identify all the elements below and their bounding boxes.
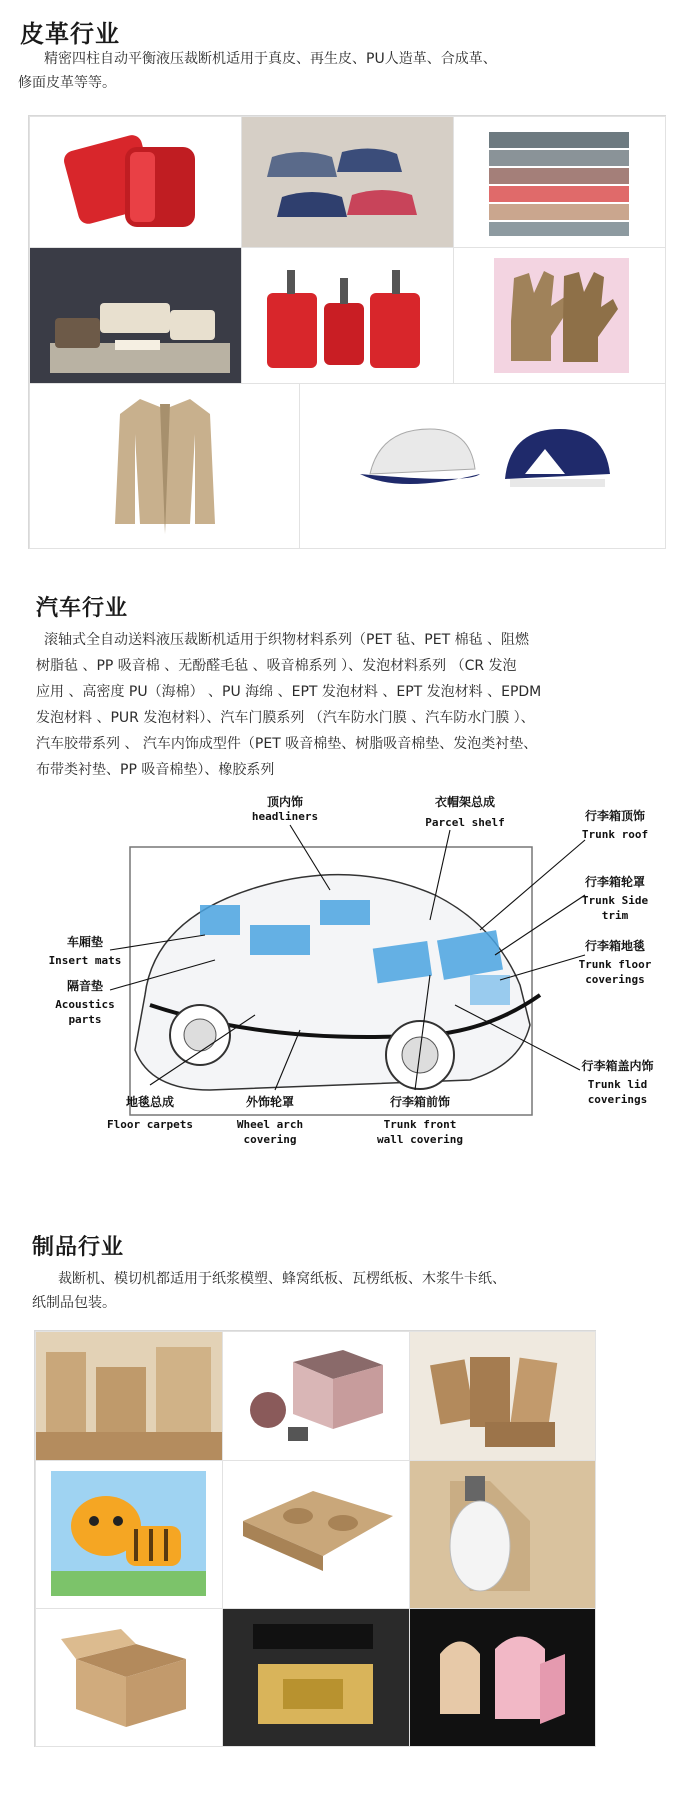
trunk-lid-label-en-line1: Trunk lid (587, 1078, 648, 1091)
trunk-front-label-en-line1: Trunk front (383, 1118, 457, 1131)
wheel-arch-label-en (210, 1117, 330, 1147)
trunk-lid-label-en-line2: coverings (587, 1093, 648, 1106)
trunk-floor-label-en (555, 957, 675, 987)
trunk-floor-label-zh: 行李箱地毯 (584, 939, 645, 953)
auto-description-line: 应用 、高密度 PU（海棉） 、PU 海绵 、EPT 发泡材料 、EPT 发泡材料 、EPDM (36, 684, 542, 700)
trunk-side-label-en-line2: trim (601, 909, 629, 922)
caps-image (299, 383, 666, 549)
section-title-auto: 汽车行业 (36, 596, 129, 621)
auto-description (36, 627, 676, 783)
acoustics-label-en-line1: Acoustics (55, 998, 115, 1011)
floor-carpets-label-zh: 地毯总成 (125, 1095, 174, 1109)
section-title-leather: 皮革行业 (20, 20, 120, 48)
auto-description-line: 树脂毡 、PP 吸音棉 、无酚醛毛毡 、吸音棉系列 ）、发泡材料系列 （CR 发泡 (36, 658, 517, 674)
parcel-shelf-label-zh: 衣帽架总成 (434, 795, 495, 809)
acoustics-label-en (30, 997, 140, 1027)
headliners-label-zh: 顶内饰 (266, 795, 303, 809)
parcel-shelf-label-en: Parcel shelf (425, 816, 505, 829)
auto-description-line: 布带类衬垫、PP 吸音棉垫）、橡胶系列 (36, 762, 275, 778)
wheel-arch-label-zh: 外饰轮罩 (245, 1095, 294, 1109)
products-description-line2: 纸制品包装。 (32, 1295, 116, 1311)
carton-box-image (35, 1608, 223, 1747)
trunk-lid-label-en (560, 1077, 675, 1107)
floor-carpets-label-en: Floor carpets (106, 1118, 194, 1131)
tiger-puzzle-image (35, 1460, 223, 1609)
auto-description-line: 发泡材料 、PUR 发泡材料）、汽车门膜系列 （汽车防水门膜 、汽车防水门膜 ）、 (36, 710, 535, 726)
suitcases-image (241, 247, 454, 384)
trunk-side-label-en (560, 893, 670, 923)
trunk-front-label-en-line2: wall covering (376, 1133, 464, 1146)
trunk-floor-label-en-line1: Trunk floor (578, 958, 652, 971)
headliners-label-en: headliners (251, 810, 319, 823)
trunk-side-label-en-line1: Trunk Side (581, 894, 649, 907)
gloves-image (453, 247, 666, 384)
insert-mats-label-en: Insert mats (48, 954, 122, 967)
insert-mats-label-zh: 车厢垫 (66, 935, 103, 949)
products-image-grid (34, 1330, 596, 1747)
trunk-floor-label-en-line2: coverings (585, 973, 645, 986)
pulp-tray-image (222, 1460, 410, 1609)
trunk-lid-label-zh: 行李箱盖内饰 (581, 1059, 654, 1073)
wheel-arch-label-en-line1: Wheel arch (236, 1118, 304, 1131)
leather-description-line1: 精密四柱自动平衡液压裁断机适用于真皮、再生皮、PU人造革、合成革、 (44, 51, 497, 67)
acoustics-label-en-line2: parts (68, 1013, 102, 1026)
wheel-arch-label-en-line2: covering (243, 1133, 297, 1146)
section-title-products: 制品行业 (32, 1235, 125, 1260)
bulb-packaging-image (409, 1460, 596, 1609)
gift-box-image (222, 1331, 410, 1461)
leather-image-grid (28, 115, 666, 549)
trunk-side-label-zh: 行李箱轮罩 (584, 875, 645, 889)
jacket-image (29, 383, 300, 549)
car-interior-diagram (0, 785, 700, 1205)
trunk-front-label-zh: 行李箱前饰 (389, 1095, 450, 1109)
leather-description-line2: 修面皮革等等。 (18, 75, 116, 91)
sneakers-image (241, 116, 454, 248)
gold-gift-box-image (222, 1608, 410, 1747)
sofa-image (29, 247, 242, 384)
acoustics-label-zh: 隔音垫 (66, 979, 103, 993)
honeycomb-board-image (35, 1331, 223, 1461)
wallet-image (29, 116, 242, 248)
trunk-front-label-en (355, 1117, 485, 1147)
auto-description-line: 汽车胶带系列 、 汽车内饰成型件（PET 吸音棉垫、树脂吸音棉垫、发泡类衬垫、 (36, 736, 538, 752)
car-illustration (0, 785, 700, 1205)
products-description-line1: 裁断机、模切机都适用于纸浆模塑、蜂窝纸板、瓦楞纸板、木浆牛卡纸、 (58, 1271, 506, 1287)
pink-boxes-image (409, 1608, 596, 1747)
notebooks-image (409, 1331, 596, 1461)
trunk-roof-label-zh: 行李箱顶饰 (584, 809, 645, 823)
auto-description-line: 滚轴式全自动送料液压裁断机适用于织物材料系列（PET 毡、PET 棉毡 、阻燃 (44, 632, 530, 648)
fabric-rolls-image (453, 116, 666, 248)
trunk-roof-label-en: Trunk roof (581, 828, 649, 841)
